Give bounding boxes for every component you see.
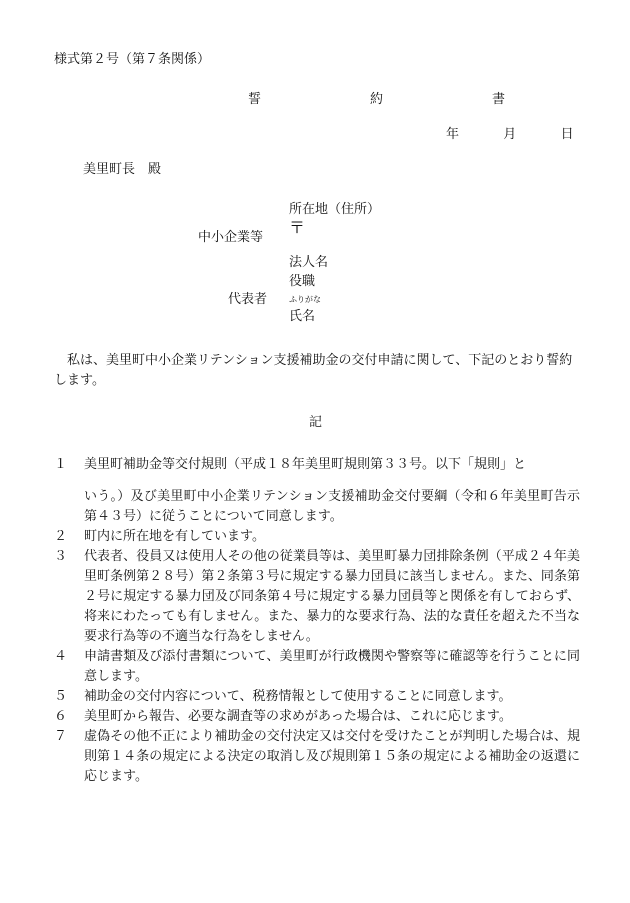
list-item — [54, 547, 580, 647]
document-title: 誓 約 書 — [248, 92, 554, 107]
item-number: ３ — [54, 549, 68, 564]
item-text: 申請書類及び添付書類について、美里町が行政機関や警察等に確認等を行うことに同意します。 — [84, 649, 580, 684]
addressee: 美里町長 殿 — [83, 162, 162, 177]
pledge-items — [54, 455, 580, 787]
item-text: 美里町補助金等交付規則（平成１８年美里町規則第３３号。以下「規則」と — [84, 457, 527, 472]
list-item — [54, 527, 580, 547]
date-year-label: 年 — [446, 127, 460, 142]
ki-heading: 記 — [309, 415, 323, 430]
item-number: ６ — [54, 709, 68, 724]
name-label: 氏名 — [289, 309, 316, 324]
list-item — [54, 687, 580, 707]
item-text: いう。）及び美里町中小企業リテンション支援補助金交付要綱（令和６年美里町告示第４３号）に従うことについて同意します。 — [84, 489, 580, 524]
item-text: 代表者、役員又は使用人その他の従業員等は、美里町暴力団排除条例（平成２４年美里町条例第２８号）第２条第３号に規定する暴力団員に該当しません。また、同条第２号に規定する暴力団及び同条第４号に規定する暴力団員等と関係を有しておらず、将来にわたっても有しません。また、暴力的な要求行為、法的な責任を超えた不当な要求行為等の不適当な行為をしません。 — [84, 549, 580, 644]
position-label: 役職 — [289, 274, 316, 289]
list-item — [54, 707, 580, 727]
item-text: 美里町から報告、必要な調査等の求めがあった場合は、これに応じます。 — [84, 709, 512, 724]
postal-mark: 〒 — [289, 218, 306, 237]
item-text: 虚偽その他不正により補助金の交付決定又は交付を受けたことが判明した場合は、規則第１４条の規定による決定の取消し及び規則第１５条の規定による補助金の返還に応じます。 — [84, 729, 580, 784]
pledge-statement: 私は、美里町中小企業リテンション支援補助金の交付申請に関して、下記のとおり誓約します。 — [54, 353, 573, 388]
item-number: ５ — [54, 689, 68, 704]
item-text: 町内に所在地を有しています。 — [84, 529, 265, 544]
item-number: ７ — [54, 729, 68, 744]
form-number: 様式第２号（第７条関係） — [54, 52, 211, 67]
address-label: 所在地（住所） — [289, 202, 381, 217]
company-label: 中小企業等 — [198, 230, 264, 245]
furigana-label: ふりがな — [289, 295, 321, 304]
item-number: ２ — [54, 529, 68, 544]
corp-name-label: 法人名 — [289, 255, 329, 270]
date-day-label: 日 — [560, 127, 574, 142]
item-number: １ — [54, 457, 68, 472]
date-line — [446, 125, 574, 145]
list-item-continuation — [66, 487, 580, 527]
item-text: 補助金の交付内容について、税務情報として使用することに同意します。 — [84, 689, 512, 704]
representative-label: 代表者 — [228, 292, 268, 307]
list-item — [54, 647, 580, 687]
date-month-label: 月 — [503, 127, 517, 142]
list-item — [54, 455, 580, 475]
item-number: ４ — [54, 649, 68, 664]
list-item — [54, 727, 580, 787]
